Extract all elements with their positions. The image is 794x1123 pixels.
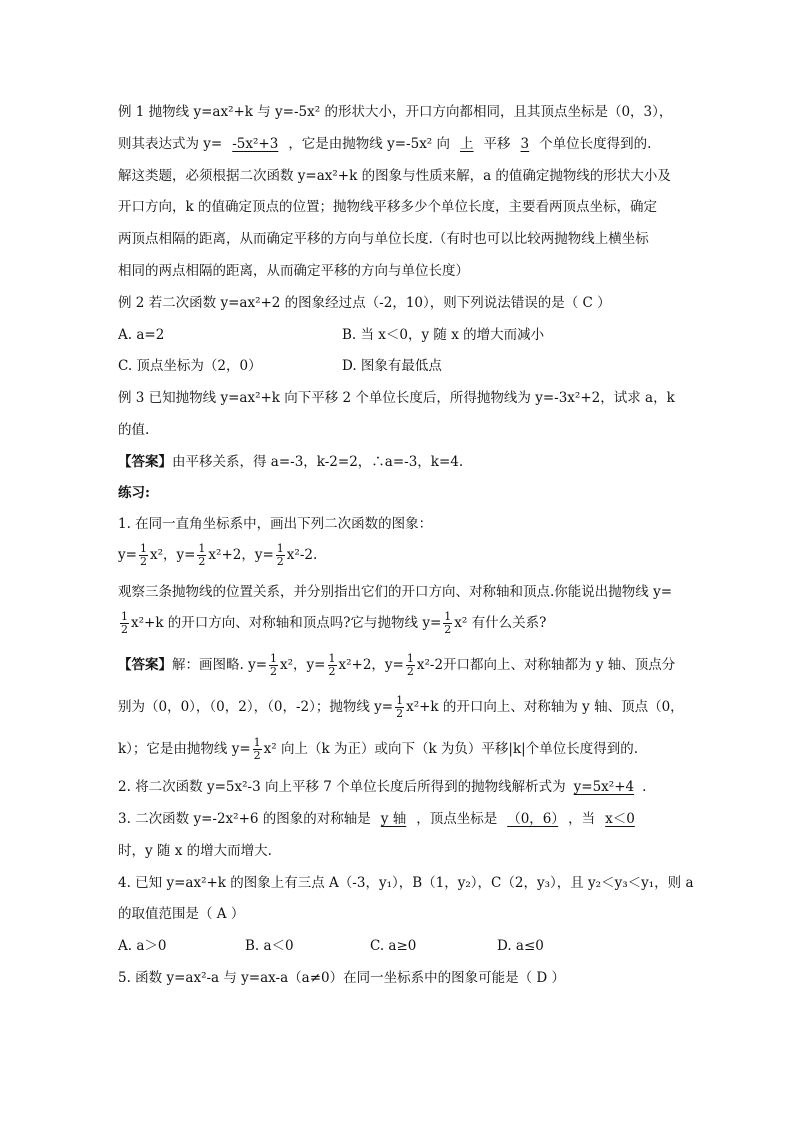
ex1-text: ，它是由抛物线 y=-5x² 向 xyxy=(288,136,451,152)
practice-1-line-1: 1. 在同一直角坐标系中，画出下列二次函数的图象： xyxy=(118,516,433,532)
ex1-text: 个单位长度得到的. xyxy=(539,136,652,152)
practice-1-functions: y= $\frac{1}{2}$ x²，y= $\frac{1}{2}$ x²+2，y= $\frac{1}{2}$ x²-2. xyxy=(118,542,318,568)
practice-2-answer: y=5x²+4 xyxy=(573,779,635,795)
ex3-answer-text: 由平移关系，得 a=-3，k-2=2，∴a=-3，k=4. xyxy=(172,454,464,470)
ex3-line-2: 的值. xyxy=(118,422,150,438)
ex2-option-a: A. a=2 xyxy=(118,327,165,343)
practice-title: 练习: xyxy=(118,485,150,501)
ex2-option-d: D. 图象有最低点 xyxy=(342,358,442,374)
fraction-half: $\frac{1}{2}$ xyxy=(276,542,284,568)
practice-1-answer-line-1: 【答案】解：画图略. y= $\frac{1}{2}$ x²，y= $\frac{1}{2}$ x²+2，y= $\frac{1}{2}$ x²-2开口都向上、对称轴都为 y 轴、顶点分 xyxy=(118,652,676,678)
ex3-answer xyxy=(118,453,463,471)
ex1-line-1: 例 1 抛物线 y=ax²+k 与 y=-5x² 的形状大小，开口方向都相同，且其顶点坐标是（0，3）， xyxy=(118,104,673,120)
practice-3-line-2: 时，y 随 x 的增大而增大. xyxy=(118,843,272,859)
ex1-text: 平移 xyxy=(483,136,511,152)
ex1-answer-units: 3 xyxy=(520,136,530,152)
ex2-question: 例 2 若二次函数 y=ax²+2 的图象经过点（-2，10），则下列说法错误的是（ C ） xyxy=(118,295,611,311)
practice-1-answer-line-3: k）；它是由抛物线 y= $\frac{1}{2}$ x² 向上（k 为正）或向下（k 为负）平移|k|个单位长度得到的. xyxy=(118,736,638,762)
practice-4-line-1: 4. 已知 y=ax²+k 的图象上有三点 A（-3，y₁），B（1，y₂），C（2，y₃），且 y₂＜y₃＜y₁，则 a xyxy=(118,875,694,891)
fraction-half: $\frac{1}{2}$ xyxy=(396,694,404,720)
ex1-line-2 xyxy=(118,135,651,153)
ex2-option-c: C. 顶点坐标为（2，0） xyxy=(118,358,262,374)
ex1-answer-expression: -5x²+3 xyxy=(232,136,279,152)
practice-4-option-a: A. a＞0 xyxy=(118,938,167,954)
practice-1-answer-line-2: 别为（0，0），（0，2），（0，-2）；抛物线 y= $\frac{1}{2}$ x²+k 的开口向上、对称轴为 y 轴、顶点（0， xyxy=(118,694,684,720)
fraction-half: $\frac{1}{2}$ xyxy=(121,610,128,636)
ex1-text: 则其表达式为 y= xyxy=(118,136,223,152)
ex1-line-3: 解这类题，必须根据二次函数 y=ax²+k 的图象与性质来解，a 的值确定抛物线的形状大小及 xyxy=(118,168,671,184)
practice-3-line-1: 3. 二次函数 y=-2x²+6 的图象的对称轴是 y 轴 ，顶点坐标是 （0，6） ，当 x＜0 xyxy=(118,810,645,828)
fraction-half: $\frac{1}{2}$ xyxy=(139,542,147,568)
practice-3-condition-answer: x＜0 xyxy=(605,811,635,827)
ex1-line-6: 相同的两点相隔的距离，从而确定平移的方向与单位长度） xyxy=(118,263,469,279)
ex2-option-b: B. 当 x＜0，y 随 x 的增大而减小 xyxy=(342,327,545,343)
answer-tag: 【答案】 xyxy=(118,454,172,470)
fraction-half: $\frac{1}{2}$ xyxy=(406,652,414,678)
fraction-half: $\frac{1}{2}$ xyxy=(270,652,278,678)
ex1-line-5: 两顶点相隔的距离，从而确定平移的方向与单位长度.（有时也可以比较两抛物线上横坐标 xyxy=(118,231,649,247)
practice-4-option-c: C. a≥0 xyxy=(370,938,417,954)
fraction-half: $\frac{1}{2}$ xyxy=(253,736,261,762)
ex1-answer-direction: 上 xyxy=(460,136,474,152)
fraction-half: $\frac{1}{2}$ xyxy=(328,652,336,678)
ex1-line-4: 开口方向，k 的值确定顶点的位置；抛物线平移多少个单位长度，主要看两顶点坐标，确定 xyxy=(118,199,657,215)
practice-4-line-2: 的取值范围是（ A ） xyxy=(118,906,245,922)
practice-2: 2. 将二次函数 y=5x²-3 向上平移 7 个单位长度后所得到的抛物线解析式为 y=5x²+4 . xyxy=(118,779,647,795)
answer-tag: 【答案】 xyxy=(118,657,172,673)
practice-5: 5. 函数 y=ax²-a 与 y=ax-a（a≠0）在同一坐标系中的图象可能是（ D ） xyxy=(118,970,565,986)
practice-4-option-b: B. a＜0 xyxy=(245,938,294,954)
fraction-half: $\frac{1}{2}$ xyxy=(198,542,206,568)
practice-1-line-3: 观察三条抛物线的位置关系，并分别指出它们的开口方向、对称轴和顶点.你能说出抛物线 y= xyxy=(118,584,673,600)
fraction-half: $\frac{1}{2}$ xyxy=(444,610,452,636)
practice-4-option-d: D. a≤0 xyxy=(497,938,544,954)
practice-1-line-4: $\frac{1}{2}$ x²+k 的开口方向、对称轴和顶点吗?它与抛物线 y= $\frac{1}{2}$ x² 有什么关系? xyxy=(121,610,547,636)
practice-3-axis-answer: y 轴 xyxy=(380,811,407,827)
ex3-line-1: 例 3 已知抛物线 y=ax²+k 向下平移 2 个单位长度后，所得抛物线为 y=-3x²+2，试求 a，k xyxy=(118,390,675,406)
practice-3-vertex-answer: （0，6） xyxy=(507,811,559,827)
